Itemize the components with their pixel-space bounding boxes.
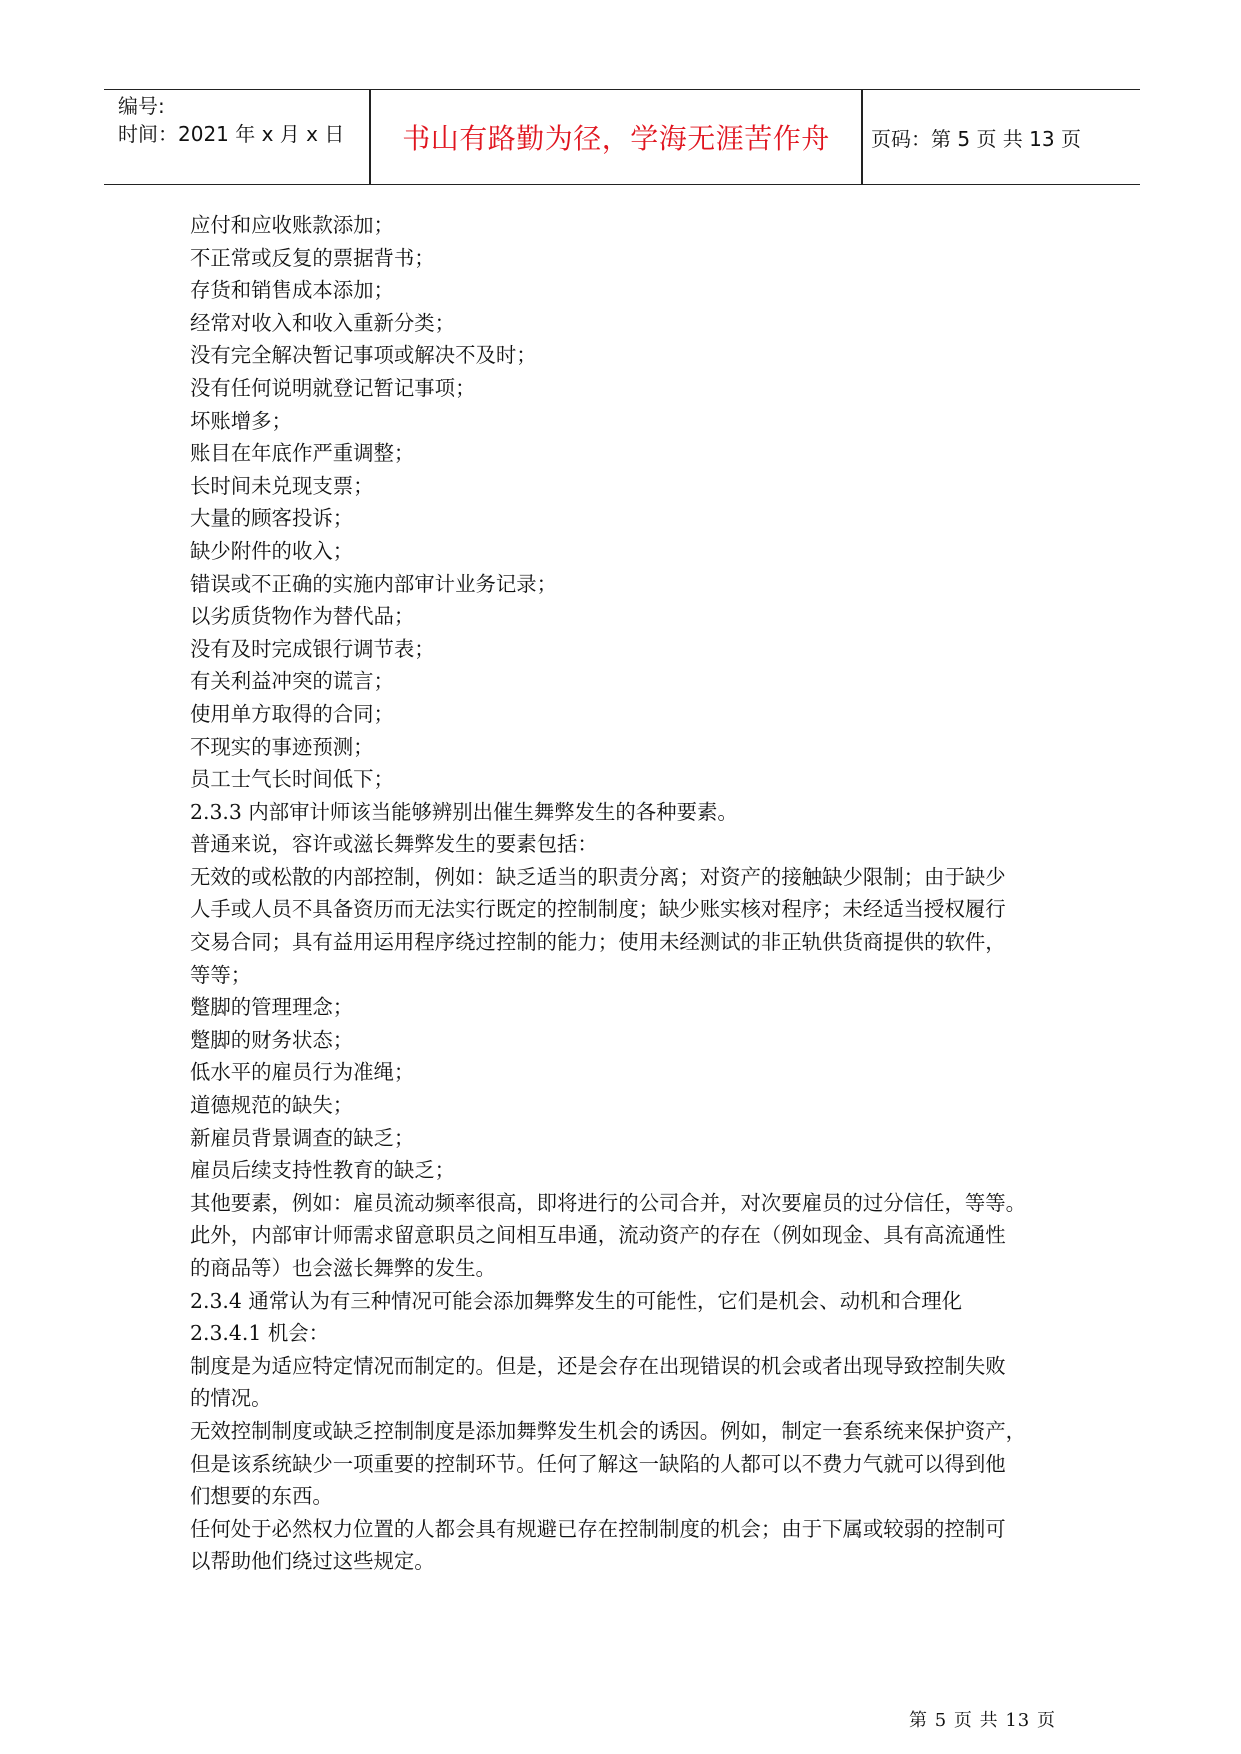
body-line: 任何处于必然权力位置的人都会具有规避已存在控制制度的机会；由于下属或较弱的控制可 [190, 1516, 1006, 1541]
page-footer: 第 5 页 共 13 页 [909, 1710, 1056, 1731]
body-line: 无效的或松散的内部控制，例如：缺乏适当的职责分离；对资产的接触缺少限制；由于缺少 [190, 864, 1006, 889]
body-line: 账目在年底作严重调整； [190, 441, 415, 466]
body-line: 使用单方取得的合同； [190, 701, 394, 726]
body-line: 以帮助他们绕过这些规定。 [190, 1549, 435, 1574]
body-line: 以劣质货物作为替代品； [190, 604, 415, 629]
body-line: 长时间未兑现支票； [190, 473, 374, 498]
body-line: 蹩脚的管理理念； [190, 995, 354, 1020]
document-time-label: 时间：2021 年 x 月 x 日 [118, 122, 345, 146]
body-line: 制度是为适应特定情况而制定的。但是，还是会存在出现错误的机会或者出现导致控制失败 [190, 1353, 1006, 1378]
body-line: 普通来说，容许或滋长舞弊发生的要素包括： [190, 832, 598, 857]
body-line: 错误或不正确的实施内部审计业务记录； [190, 571, 558, 596]
body-line: 但是该系统缺少一项重要的控制环节。任何了解这一缺陷的人都可以不费力气就可以得到他 [190, 1451, 1006, 1476]
body-line: 2.3.4 通常认为有三种情况可能会添加舞弊发生的可能性，它们是机会、动机和合理化 [190, 1288, 963, 1313]
body-line: 经常对收入和收入重新分类； [190, 310, 456, 335]
body-line: 没有完全解决暂记事项或解决不及时； [190, 343, 537, 368]
body-line: 新雇员背景调查的缺乏； [190, 1125, 415, 1150]
body-line: 没有及时完成银行调节表； [190, 636, 435, 661]
body-line: 的商品等）也会滋长舞弊的发生。 [190, 1256, 496, 1280]
body-line: 不现实的事迹预测； [190, 734, 374, 759]
body-line: 员工士气长时间低下； [190, 767, 394, 792]
body-line: 2.3.4.1 机会： [190, 1321, 329, 1346]
header-motto: 书山有路勤为径，学海无涯苦作舟 [402, 122, 830, 155]
document-header [104, 89, 1140, 185]
document-body [190, 209, 1070, 1578]
body-line: 低水平的雇员行为准绳； [190, 1060, 415, 1085]
body-line: 无效控制制度或缺乏控制制度是添加舞弊发生机会的诱因。例如，制定一套系统来保护资产， [190, 1418, 1027, 1443]
document-number-label: 编号: [118, 94, 165, 118]
body-line: 此外，内部审计师需求留意职员之间相互串通，流动资产的存在（例如现金、具有高流通性 [190, 1223, 1006, 1248]
body-line: 存货和销售成本添加； [190, 278, 394, 303]
body-line: 缺少附件的收入； [190, 538, 354, 563]
body-line: 大量的顾客投诉； [190, 506, 354, 531]
body-line: 道德规范的缺失； [190, 1093, 354, 1118]
body-line: 不正常或反复的票据背书； [190, 245, 435, 270]
body-line: 蹩脚的财务状态； [190, 1027, 354, 1052]
header-divider [861, 90, 863, 184]
header-page-label: 页码：第 5 页 共 13 页 [871, 126, 1081, 151]
body-line: 交易合同；具有益用运用程序绕过控制的能力；使用未经测试的非正轨供货商提供的软件， [190, 930, 1006, 955]
body-line: 等等； [190, 962, 252, 987]
body-line: 坏账增多； [190, 408, 292, 433]
header-meta [118, 92, 368, 148]
body-line: 们想要的东西。 [190, 1484, 333, 1509]
body-line: 人手或人员不具备资历而无法实行既定的控制制度；缺少账实核对程序；未经适当授权履行 [190, 897, 1006, 922]
body-line: 2.3.3 内部审计师该当能够辨别出催生舞弊发生的各种要素。 [190, 799, 738, 824]
body-line: 没有任何说明就登记暂记事项； [190, 375, 476, 400]
body-line: 有关利益冲突的谎言； [190, 669, 394, 694]
body-line: 的情况。 [190, 1386, 272, 1411]
body-line: 其他要素，例如：雇员流动频率很高，即将进行的公司合并，对次要雇员的过分信任，等等。 [190, 1190, 1027, 1215]
body-line: 应付和应收账款添加； [190, 213, 394, 237]
body-line: 雇员后续支持性教育的缺乏； [190, 1158, 456, 1183]
